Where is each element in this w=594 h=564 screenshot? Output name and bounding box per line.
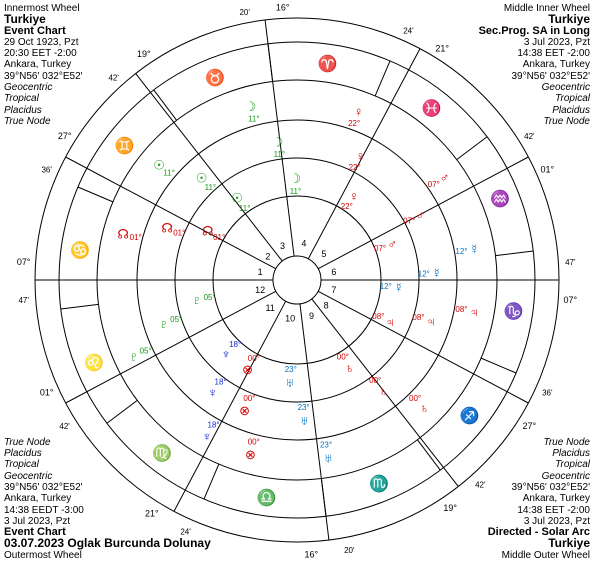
option-placidus: Placidus [552,104,590,116]
cusp-minute-label: 24' [180,527,191,537]
chart-date: 29 Oct 1923, Pzt [4,36,79,48]
chart-name: Turkiye [4,12,46,27]
planet-degree: 08° [455,304,468,314]
chart-name: 03.07.2023 Oglak Burcunda Dolunay [4,536,211,551]
planet-glyph: ♇ [158,316,169,332]
planet-glyph: ♇ [191,292,202,308]
option-geocentric: Geocentric [4,82,53,94]
cusp-degree-label: 01° [540,164,555,175]
cusp-minute-label: 42' [475,480,486,490]
sign-divider [204,464,219,499]
option-tropical: Tropical [555,93,590,105]
aries-glyph: ♈ [317,56,338,74]
house-cusp-line-11 [174,301,286,511]
planet-degree: 12° [455,247,468,257]
planet-glyph: ☉ [231,190,243,206]
sign-divider [61,304,99,309]
cusp-degree-label: 21° [144,508,159,519]
house-number-10: 10 [285,313,296,324]
cusp-degree-label: 19° [443,503,458,514]
option-geocentric: Geocentric [4,470,53,482]
option-geocentric: Geocentric [541,470,590,482]
cusp-minute-label: 36' [41,165,52,175]
chart-coords: 39°N56' 032°E52' [511,70,590,82]
leo-glyph: ♌ [83,355,104,373]
house-number-9: 9 [309,311,315,322]
sign-divider [107,400,137,423]
house-number-5: 5 [321,249,327,260]
cusp-degree-label: 07° [563,295,578,306]
scorpio-glyph: ♏ [369,476,389,494]
cusp-degree-label: 27° [522,421,537,432]
chart-coords: 39°N56' 032°E52' [511,481,590,493]
chart-time: 14:38 EEDT -3:00 [4,504,84,516]
option-placidus: Placidus [4,448,42,460]
planet-degree: 08° [372,312,385,322]
planet-degree: 22° [348,119,361,129]
wheel-name: Innermost Wheel [4,3,80,14]
cusp-minute-label: 36' [542,388,553,398]
chart-time: 14:38 EET -2:00 [517,48,590,60]
planet-degree: 07° [427,180,440,190]
cusp-minute-label: 24' [403,26,414,36]
planet-glyph: ♃ [469,304,480,320]
cusp-degree-label: 21° [435,43,450,54]
wheel-name: Middle Outer Wheel [501,549,590,561]
planet-degree: 22° [348,162,361,172]
house-number-12: 12 [255,285,266,296]
planet-degree: 12° [379,282,392,292]
planet-degree: 01° [213,232,226,242]
chart-place: Ankara, Turkey [4,493,72,505]
cusp-degree-label: 07° [16,256,31,267]
planet-degree: 12° [417,269,430,279]
planet-glyph: ♂ [387,236,398,252]
option-tropical: Tropical [4,93,39,105]
cusp-degree-label: 27° [57,130,72,141]
chart-place: Ankara, Turkey [522,493,590,505]
planet-glyph: ♅ [323,450,334,466]
sign-divider [78,187,113,202]
planet-glyph: ♅ [285,374,295,390]
house-number-4: 4 [301,238,307,249]
sign-divider [496,251,534,256]
chart-date: 3 Jul 2023, Pzt [523,36,590,48]
planet-glyph: ♀ [349,188,359,204]
pisces-glyph: ♓ [421,100,442,118]
planet-degree: 23° [284,364,297,374]
option-tropical: Tropical [555,459,590,471]
planet-glyph: ♀ [355,148,366,164]
aquarius-glyph: ♒ [490,190,511,208]
planet-degree: 00° [247,437,260,447]
cusp-degree-label: 16° [275,2,290,13]
planet-glyph: ☉ [153,157,165,173]
sign-divider [417,440,440,470]
planet-glyph: ♅ [299,412,310,428]
planet-glyph: ☊ [161,220,173,236]
libra-glyph: ♎ [256,489,277,507]
option-placidus: Placidus [4,104,42,116]
planet-degree: 07° [374,244,387,254]
planet-degree: 08° [412,313,425,323]
planet-glyph: ☿ [393,280,404,296]
house-number-7: 7 [331,285,337,296]
planet-degree: 11° [238,203,251,213]
option-tropical: Tropical [4,459,39,471]
chart-coords: 39°N56' 032°E52' [4,481,83,493]
chart-coords: 39°N56' 032°E52' [4,70,83,82]
cusp-minute-label: 42' [59,422,70,432]
planet-glyph: ♄ [378,383,389,399]
planet-glyph: ♀ [353,103,364,119]
chart-date: 3 Jul 2023, Pzt [4,515,71,527]
wheel-name: Middle Inner Wheel [503,3,590,14]
planet-glyph: ♄ [419,400,430,416]
option-true-node: True Node [4,115,51,127]
planet-degree: 05° [203,292,216,302]
cusp-minute-label: 20' [239,8,250,18]
planet-degree: 01° [173,228,186,238]
planet-glyph: ♃ [426,313,436,329]
planet-glyph: ♆ [221,346,232,362]
planet-glyph: ☊ [202,223,214,239]
taurus-glyph: ♉ [205,69,225,87]
virgo-glyph: ♍ [152,445,173,463]
planet-glyph: ☽ [271,134,284,150]
chart-type: Event Chart [4,24,66,37]
planet-glyph: ♇ [128,349,139,365]
planet-degree: 00° [247,353,260,363]
sagittarius-glyph: ♐ [459,407,480,425]
cusp-degree-label: 16° [304,549,319,560]
cusp-degree-label: 19° [136,48,151,59]
planet-degree: 05° [170,315,183,325]
planet-glyph: ☿ [431,265,442,281]
planet-glyph: ☽ [289,171,302,187]
gemini-glyph: ♊ [114,138,135,156]
planet-degree: 23° [319,440,333,450]
planet-glyph: ♃ [385,314,396,330]
chart-place: Ankara, Turkey [4,59,72,71]
cancer-glyph: ♋ [70,242,91,260]
planet-degree: 18° [207,420,220,430]
chart-date: 3 Jul 2023, Pzt [523,515,590,527]
planet-degree: 18° [229,340,242,350]
chart-type: Sec.Prog. SA in Long [478,24,590,37]
cusp-minute-label: 42' [108,73,119,83]
option-true-node: True Node [4,436,51,448]
planet-degree: 11° [163,168,175,178]
planet-degree: 00° [369,376,382,386]
planet-glyph: ⊗ [239,402,251,418]
house-number-8: 8 [323,300,329,311]
planet-degree: 23° [297,402,310,412]
wheel-name: Outermost Wheel [4,549,82,561]
cusp-degree-label: 01° [39,387,54,398]
option-true-node: True Node [543,436,590,448]
cusp-minute-label: 42' [524,131,535,141]
planet-degree: 11° [289,187,302,197]
capricorn-glyph: ♑ [503,303,524,321]
option-true-node: True Node [543,115,590,127]
chart-name: Turkiye [548,12,590,27]
planet-degree: 00° [409,394,422,404]
planet-degree: 11° [273,150,286,160]
planet-degree: 11° [248,114,260,124]
planet-degree: 01° [129,232,142,242]
house-number-3: 3 [279,240,285,251]
planet-glyph: ☿ [469,241,480,257]
planet-glyph: ♆ [207,384,218,400]
planet-degree: 11° [204,183,217,193]
wheel-ring-6 [273,256,321,304]
cusp-minute-label: 20' [344,545,355,555]
planet-glyph: ♂ [439,169,450,185]
cusp-minute-label: 47' [18,296,29,306]
cusp-minute-label: 47' [565,257,576,267]
sign-divider [457,137,487,160]
planet-degree: 07° [403,216,416,226]
chart-time: 20:30 EET -2:00 [4,48,77,60]
planet-degree: 05° [139,346,152,356]
planet-glyph: ♂ [415,207,426,223]
planet-glyph: ♄ [344,360,355,376]
planet-degree: 22° [340,202,353,212]
sign-divider [154,90,177,120]
planet-degree: 18° [214,377,227,387]
sign-divider [375,61,390,96]
planet-glyph: ⊗ [244,446,256,462]
planet-degree: 00° [336,352,349,362]
chart-time: 14:38 EET -2:00 [517,504,590,516]
option-placidus: Placidus [552,448,590,460]
house-cusp-line-12 [66,291,276,403]
house-number-6: 6 [331,266,337,277]
planet-glyph: ☉ [195,170,208,186]
house-number-2: 2 [265,251,271,262]
planet-glyph: ☽ [244,99,257,115]
planet-glyph: ☊ [117,226,129,242]
planet-degree: 00° [243,393,256,403]
planet-glyph: ⊗ [242,362,254,378]
house-number-11: 11 [265,302,275,313]
sign-divider [481,358,516,373]
chart-type: Directed - Solar Arc [487,526,590,539]
chart-type: Event Chart [4,526,66,539]
chart-place: Ankara, Turkey [522,59,590,71]
house-number-1: 1 [257,266,263,277]
option-geocentric: Geocentric [541,82,590,94]
chart-name: Turkiye [548,536,590,551]
planet-glyph: ♆ [202,428,212,444]
